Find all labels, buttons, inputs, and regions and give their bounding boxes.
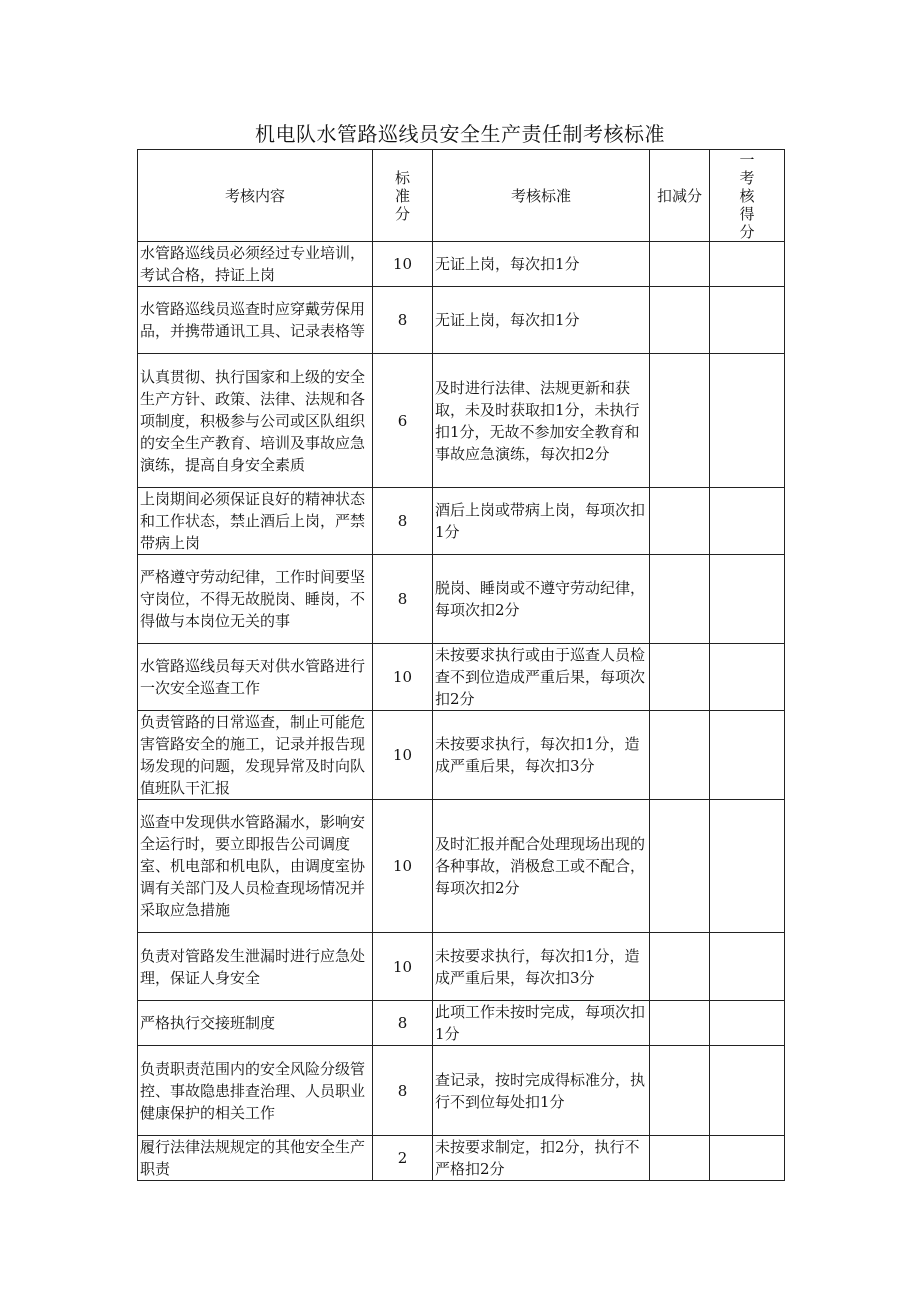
table-row [138,1136,785,1181]
row-content: 负责职责范围内的安全风险分级管控、事故隐患排查治理、人员职业健康保护的相关工作 [138,1046,373,1136]
row-final-cell [710,555,785,644]
row-content: 上岗期间必须保证良好的精神状态和工作状态，禁止酒后上岗，严禁带病上岗 [138,488,373,555]
row-final-cell [710,1001,785,1046]
row-score: 10 [373,242,433,287]
assessment-table [137,149,785,1181]
table-row [138,287,785,354]
row-final-cell [710,1046,785,1136]
row-final-cell [710,644,785,711]
row-deduct-cell [650,933,710,1001]
row-standard: 未按要求执行，每次扣1分，造成严重后果，每次扣3分 [433,933,650,1001]
row-score: 10 [373,644,433,711]
table-row [138,242,785,287]
header-row [138,150,785,242]
table-row [138,1001,785,1046]
row-score: 8 [373,488,433,555]
row-deduct-cell [650,287,710,354]
row-final-cell [710,242,785,287]
row-content: 严格执行交接班制度 [138,1001,373,1046]
row-content: 严格遵守劳动纪律，工作时间要坚守岗位，不得无故脱岗、睡岗，不得做与本岗位无关的事 [138,555,373,644]
row-deduct-cell [650,644,710,711]
row-deduct-cell [650,354,710,488]
row-content: 认真贯彻、执行国家和上级的安全生产方针、政策、法律、法规和各项制度，积极参与公司或区队组织的安全生产教育、培训及事故应急演练，提高自身安全素质 [138,354,373,488]
row-content: 负责对管路发生泄漏时进行应急处理，保证人身安全 [138,933,373,1001]
row-standard: 查记录，按时完成得标准分，执行不到位每处扣1分 [433,1046,650,1136]
table-row [138,354,785,488]
row-deduct-cell [650,711,710,800]
row-final-cell [710,1136,785,1181]
row-deduct-cell [650,1136,710,1181]
row-content: 水管路巡线员每天对供水管路进行一次安全巡查工作 [138,644,373,711]
row-standard: 脱岗、睡岗或不遵守劳动纪律，每项次扣2分 [433,555,650,644]
row-final-cell [710,354,785,488]
header-content: 考核内容 [138,150,373,242]
header-standard: 考核标准 [433,150,650,242]
header-deduct: 扣减分 [650,150,710,242]
row-deduct-cell [650,800,710,933]
row-deduct-cell [650,1001,710,1046]
row-standard: 未按要求执行，每次扣1分，造成严重后果，每次扣3分 [433,711,650,800]
row-score: 8 [373,287,433,354]
row-score: 6 [373,354,433,488]
row-standard: 无证上岗，每次扣1分 [433,287,650,354]
row-score: 8 [373,555,433,644]
row-content: 巡查中发现供水管路漏水，影响安全运行时，要立即报告公司调度室、机电部和机电队，由调度室协调有关部门及人员检查现场情况并采取应急措施 [138,800,373,933]
row-score: 10 [373,933,433,1001]
row-deduct-cell [650,488,710,555]
header-score: 标准分 [373,150,433,242]
table-row [138,800,785,933]
row-standard: 未按要求制定，扣2分，执行不严格扣2分 [433,1136,650,1181]
page-title: 机电队水管路巡线员安全生产责任制考核标准 [255,122,665,146]
row-deduct-cell [650,242,710,287]
row-standard: 未按要求执行或由于巡查人员检查不到位造成严重后果，每项次扣2分 [433,644,650,711]
row-score: 10 [373,800,433,933]
row-content: 水管路巡线员巡查时应穿戴劳保用品，并携带通讯工具、记录表格等 [138,287,373,354]
row-standard: 及时汇报并配合处理现场出现的各种事故，消极怠工或不配合，每项次扣2分 [433,800,650,933]
table-row [138,644,785,711]
row-standard: 此项工作未按时完成，每项次扣1分 [433,1001,650,1046]
table-row [138,555,785,644]
row-score: 2 [373,1136,433,1181]
row-content: 履行法律法规规定的其他安全生产职责 [138,1136,373,1181]
row-standard: 酒后上岗或带病上岗，每项次扣1分 [433,488,650,555]
row-final-cell [710,287,785,354]
row-score: 10 [373,711,433,800]
row-content: 负责管路的日常巡查，制止可能危害管路安全的施工，记录并报告现场发现的问题，发现异常及时向队值班队干汇报 [138,711,373,800]
row-deduct-cell [650,555,710,644]
row-final-cell [710,933,785,1001]
row-standard: 无证上岗，每次扣1分 [433,242,650,287]
row-final-cell [710,711,785,800]
table-row [138,711,785,800]
table-row [138,933,785,1001]
header-final-score: 一考核得分 [710,150,785,242]
table-row [138,1046,785,1136]
row-final-cell [710,488,785,555]
row-score: 8 [373,1001,433,1046]
table-row [138,488,785,555]
row-final-cell [710,800,785,933]
row-standard: 及时进行法律、法规更新和获取，未及时获取扣1分，未执行扣1分，无故不参加安全教育和事故应急演练，每次扣2分 [433,354,650,488]
row-score: 8 [373,1046,433,1136]
row-deduct-cell [650,1046,710,1136]
row-content: 水管路巡线员必须经过专业培训，考试合格，持证上岗 [138,242,373,287]
